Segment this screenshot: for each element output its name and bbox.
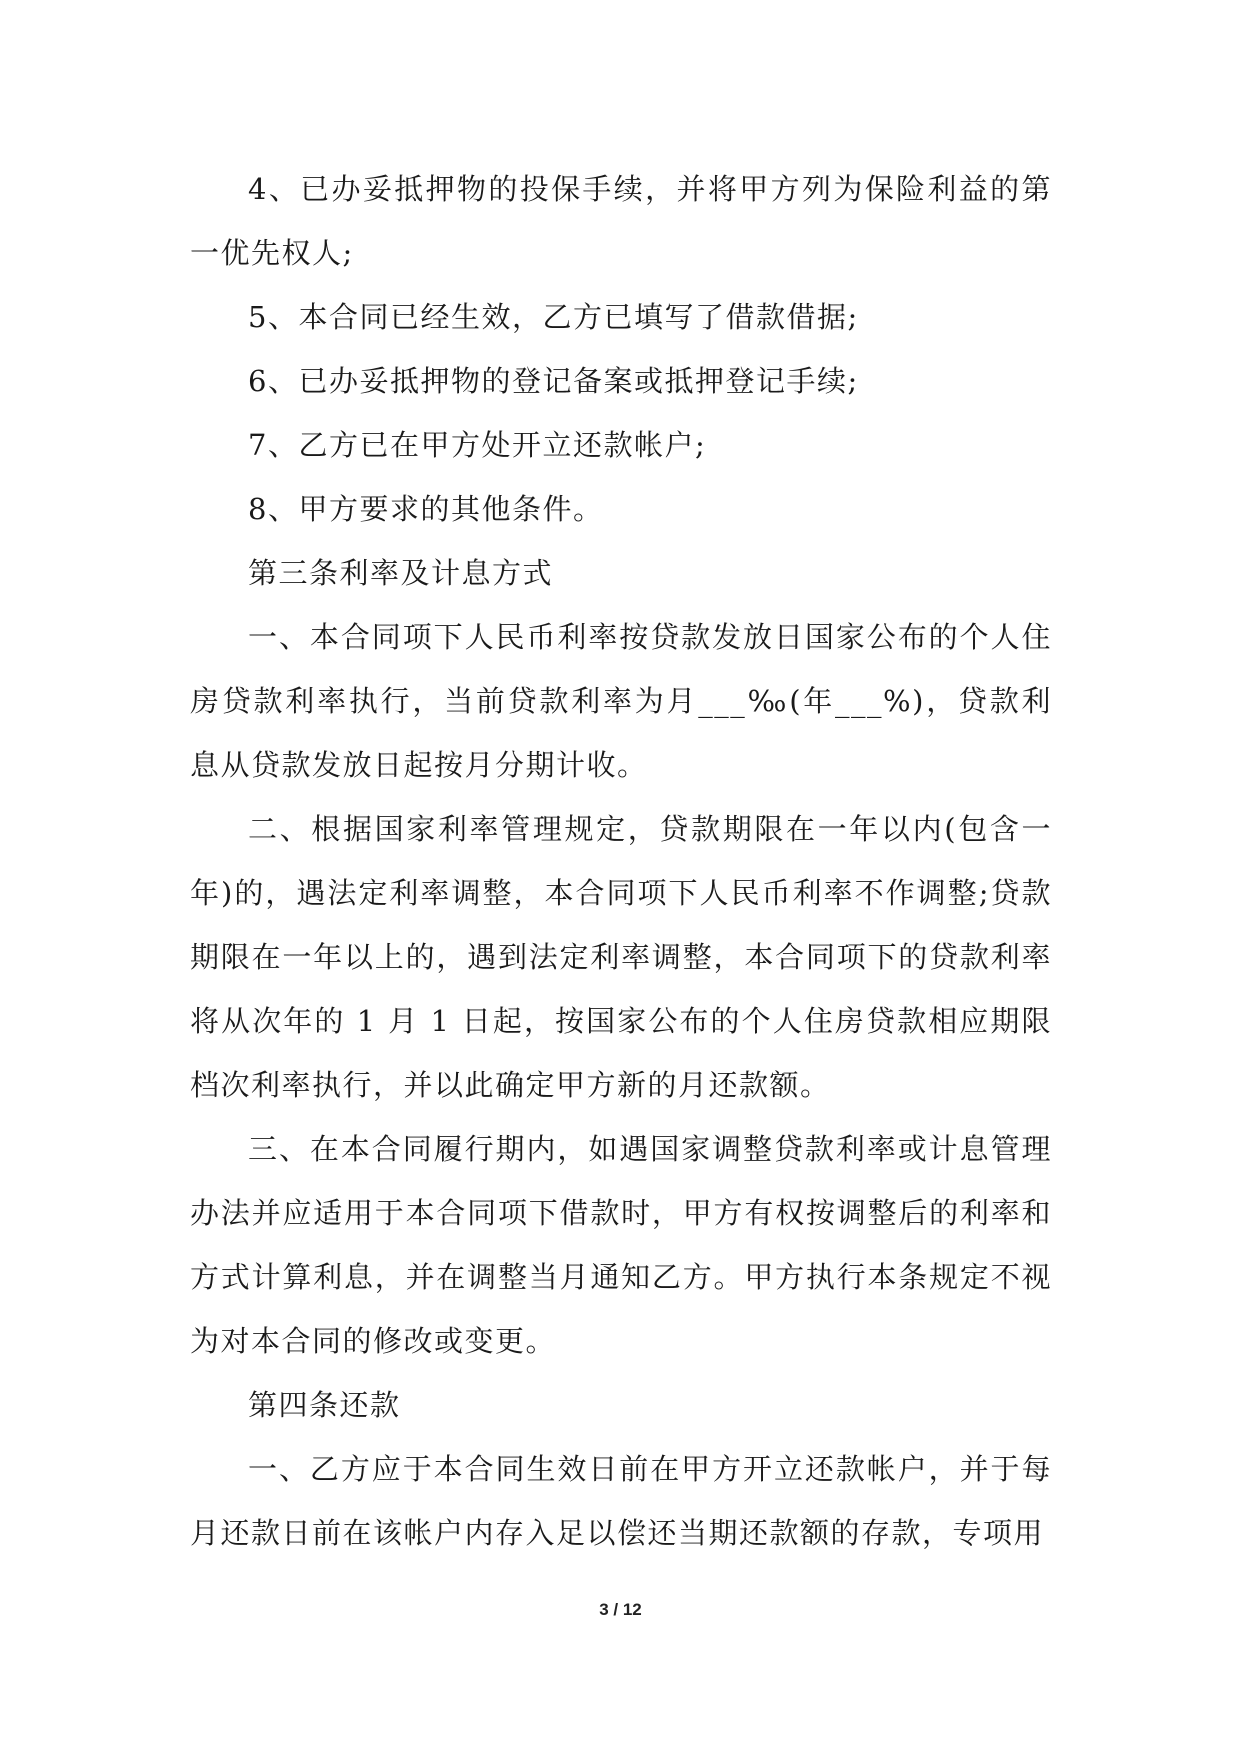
article-4-section-1: 一、乙方应于本合同生效日前在甲方开立还款帐户，并于每月还款日前在该帐户内存入足以偿还当期还款额的存款，专项用 bbox=[190, 1452, 1052, 1550]
clause-7-repayment-account: 7、乙方已在甲方处开立还款帐户; bbox=[248, 428, 707, 462]
clause-4-insurance: 4、已办妥抵押物的投保手续，并将甲方列为保险利益的第一优先权人; bbox=[190, 172, 1052, 270]
clause-6-registration: 6、已办妥抵押物的登记备案或抵押登记手续; bbox=[248, 364, 859, 398]
article-3-heading: 第三条利率及计息方式 bbox=[248, 556, 554, 590]
document-body bbox=[190, 157, 1052, 1565]
article-3-section-1: 一、本合同项下人民币利率按贷款发放日国家公布的个人住房贷款利率执行，当前贷款利率为月___‰(年___%)，贷款利息从贷款发放日起按月分期计收。 bbox=[190, 620, 1052, 782]
clause-5-contract-effective: 5、本合同已经生效，乙方已填写了借款借据; bbox=[248, 300, 859, 334]
page-number: 3 / 12 bbox=[599, 1600, 642, 1619]
article-3-section-2: 二、根据国家利率管理规定，贷款期限在一年以内(包含一年)的，遇法定利率调整，本合同项下人民币利率不作调整;贷款期限在一年以上的，遇到法定利率调整，本合同项下的贷款利率将从次年的 1 月 1 日起，按国家公布的个人住房贷款相应期限档次利率执行，并以此确定甲方新的月还款额。 bbox=[190, 812, 1052, 1102]
article-4-heading: 第四条还款 bbox=[248, 1388, 401, 1422]
article-3-section-3: 三、在本合同履行期内，如遇国家调整贷款利率或计息管理办法并应适用于本合同项下借款时，甲方有权按调整后的利率和方式计算利息，并在调整当月通知乙方。甲方执行本条规定不视为对本合同的修改或变更。 bbox=[190, 1132, 1052, 1358]
clause-8-other-conditions: 8、甲方要求的其他条件。 bbox=[248, 492, 604, 526]
